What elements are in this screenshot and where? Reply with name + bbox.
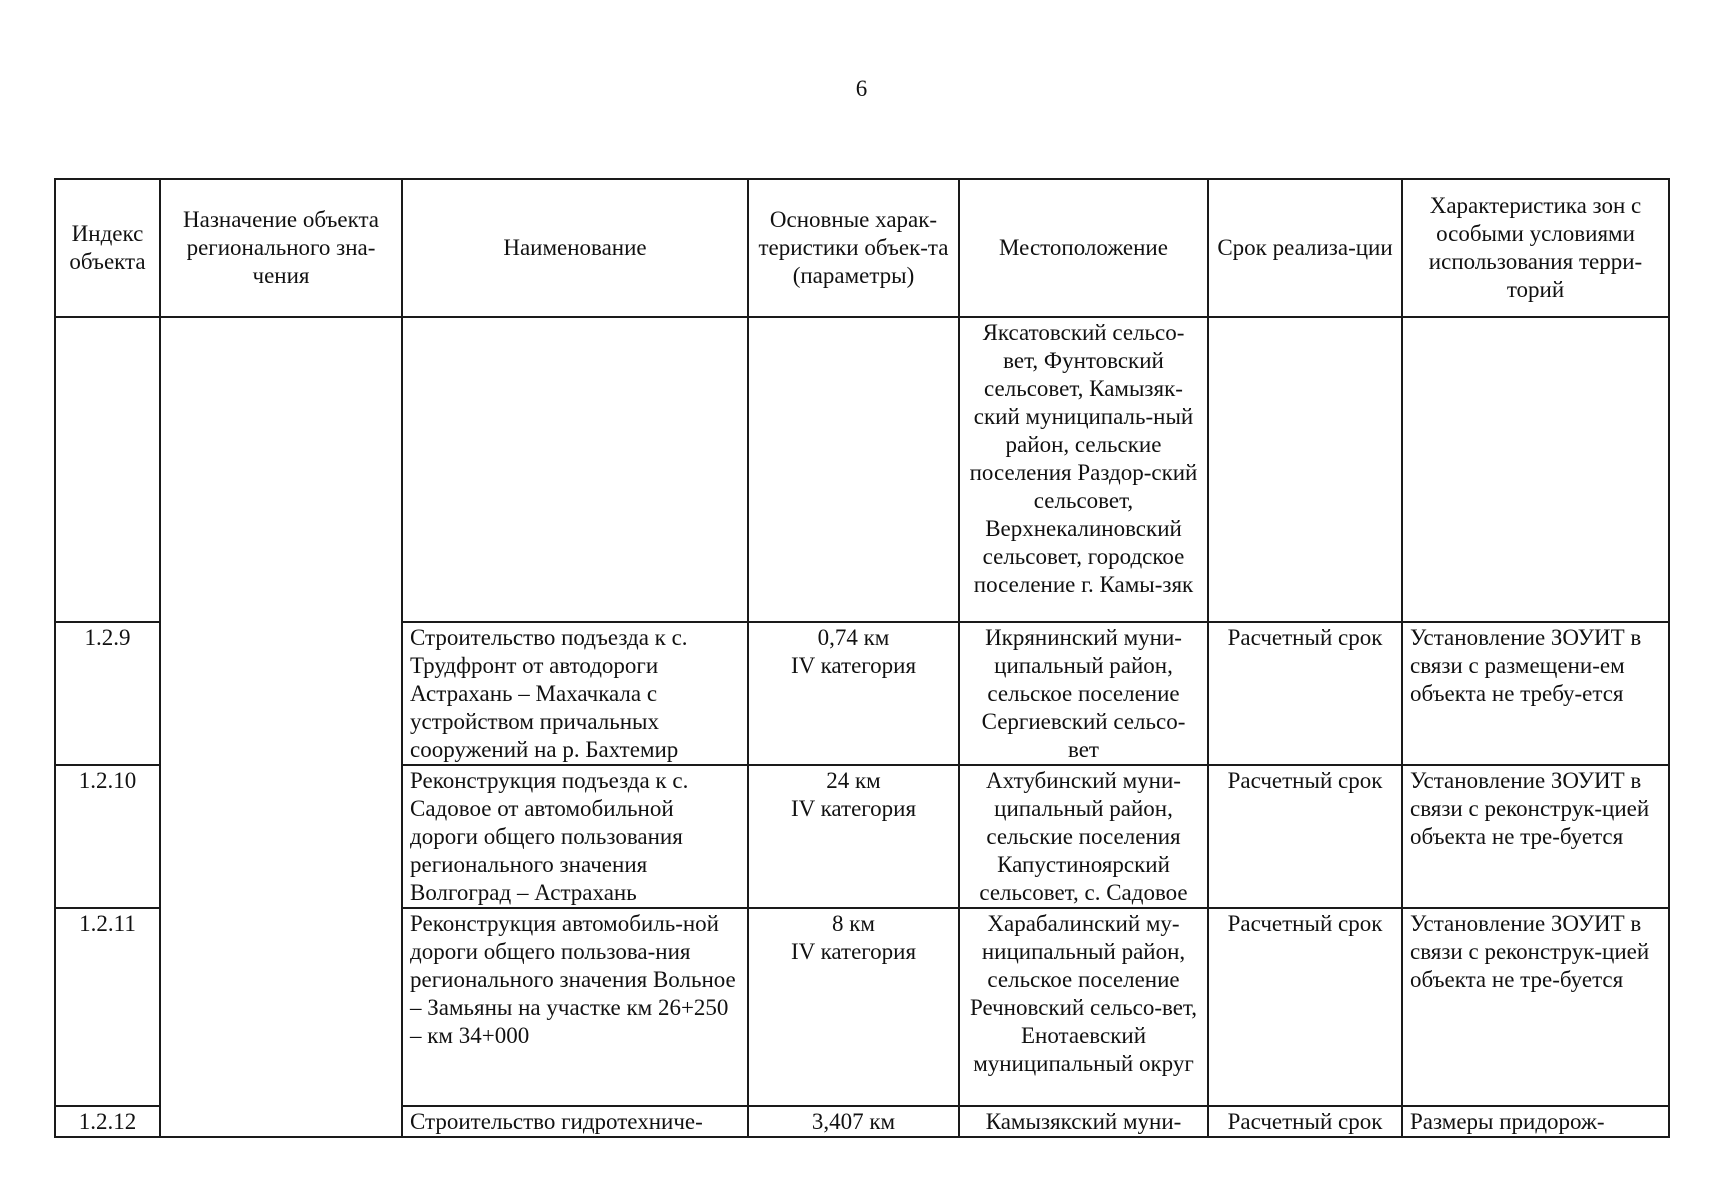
cell-name: [402, 317, 748, 622]
cell-location: Икрянинский муни-ципальный район, сельское поселение Сергиевский сельсо-вет: [959, 622, 1208, 765]
cell-index: 1.2.11: [55, 908, 160, 1106]
page-number: 6: [855, 76, 868, 101]
header-row: [55, 179, 1669, 317]
header-name: Наименование: [402, 179, 748, 317]
cell-zones: Установление ЗОУИТ в связи с реконструк-цией объекта не тре-буется: [1402, 908, 1669, 1106]
cell-name: Реконструкция подъезда к с. Садовое от автомобильной дороги общего пользования регионального значения Волгоград – Астрахань: [402, 765, 748, 908]
cell-params: [748, 908, 959, 1106]
table-header: [55, 179, 1669, 317]
cell-index: 1.2.10: [55, 765, 160, 908]
cell-zones: Установление ЗОУИТ в связи с реконструк-цией объекта не тре-буется: [1402, 765, 1669, 908]
cell-zones: Размеры придорож-: [1402, 1106, 1669, 1137]
param-category: IV категория: [790, 796, 917, 821]
param-category: IV категория: [790, 939, 917, 964]
table-row-continuation: [55, 317, 1669, 622]
cell-name: Реконструкция автомобиль-ной дороги общего пользова-ния регионального значения Вольное – Замьяны на участке км 26+250 – км 34+000: [402, 908, 748, 1106]
cell-index: [55, 317, 160, 622]
header-location: Местоположение: [959, 179, 1208, 317]
cell-location: Харабалинский му-ниципальный район, сельское поселение Речновский сельсо-вет, Енотаевский муниципальный округ: [959, 908, 1208, 1106]
cell-term: Расчетный срок: [1208, 622, 1402, 765]
objects-table: [54, 178, 1670, 1138]
cell-name: Строительство подъезда к с. Трудфронт от автодороги Астрахань – Махачкала с устройством причальных сооружений на р. Бахтемир: [402, 622, 748, 765]
cell-location: Ахтубинский муни-ципальный район, сельские поселения Капустиноярский сельсовет, с. Садовое: [959, 765, 1208, 908]
cell-name: Строительство гидротехниче-: [402, 1106, 748, 1137]
header-index: Индекс объекта: [55, 179, 160, 317]
cell-location: Камызякский муни-: [959, 1106, 1208, 1137]
cell-term: [1208, 317, 1402, 622]
param-length: 24 км: [826, 768, 881, 793]
cell-params: [748, 765, 959, 908]
cell-params: [748, 622, 959, 765]
cell-term: Расчетный срок: [1208, 908, 1402, 1106]
header-term: Срок реализа-ции: [1208, 179, 1402, 317]
cell-location: Яксатовский сельсо-вет, Фунтовский сельсовет, Камызяк-ский муниципаль-ный район, сельские поселения Раздор-ский сельсовет, Верхнекалиновский сельсовет, городское поселение г. Камы-зяк: [959, 317, 1208, 622]
cell-index: 1.2.12: [55, 1106, 160, 1137]
param-length: 0,74 км: [817, 625, 890, 650]
cell-term: Расчетный срок: [1208, 765, 1402, 908]
param-length: 8 км: [832, 911, 875, 936]
table-body: [55, 317, 1669, 1137]
cell-purpose-merged: [160, 317, 402, 1137]
cell-params: [748, 317, 959, 622]
header-zones: Характеристика зон с особыми условиями использования терри-торий: [1402, 179, 1669, 317]
cell-index: 1.2.9: [55, 622, 160, 765]
cell-zones: [1402, 317, 1669, 622]
cell-params: [748, 1106, 959, 1137]
header-purpose: Назначение объекта регионального зна-чения: [160, 179, 402, 317]
cell-zones: Установление ЗОУИТ в связи с размещени-ем объекта не требу-ется: [1402, 622, 1669, 765]
header-params: Основные харак-теристики объек-та (параметры): [748, 179, 959, 317]
param-length: 3,407 км: [811, 1109, 896, 1134]
cell-term: Расчетный срок: [1208, 1106, 1402, 1137]
param-category: IV категория: [790, 653, 917, 678]
